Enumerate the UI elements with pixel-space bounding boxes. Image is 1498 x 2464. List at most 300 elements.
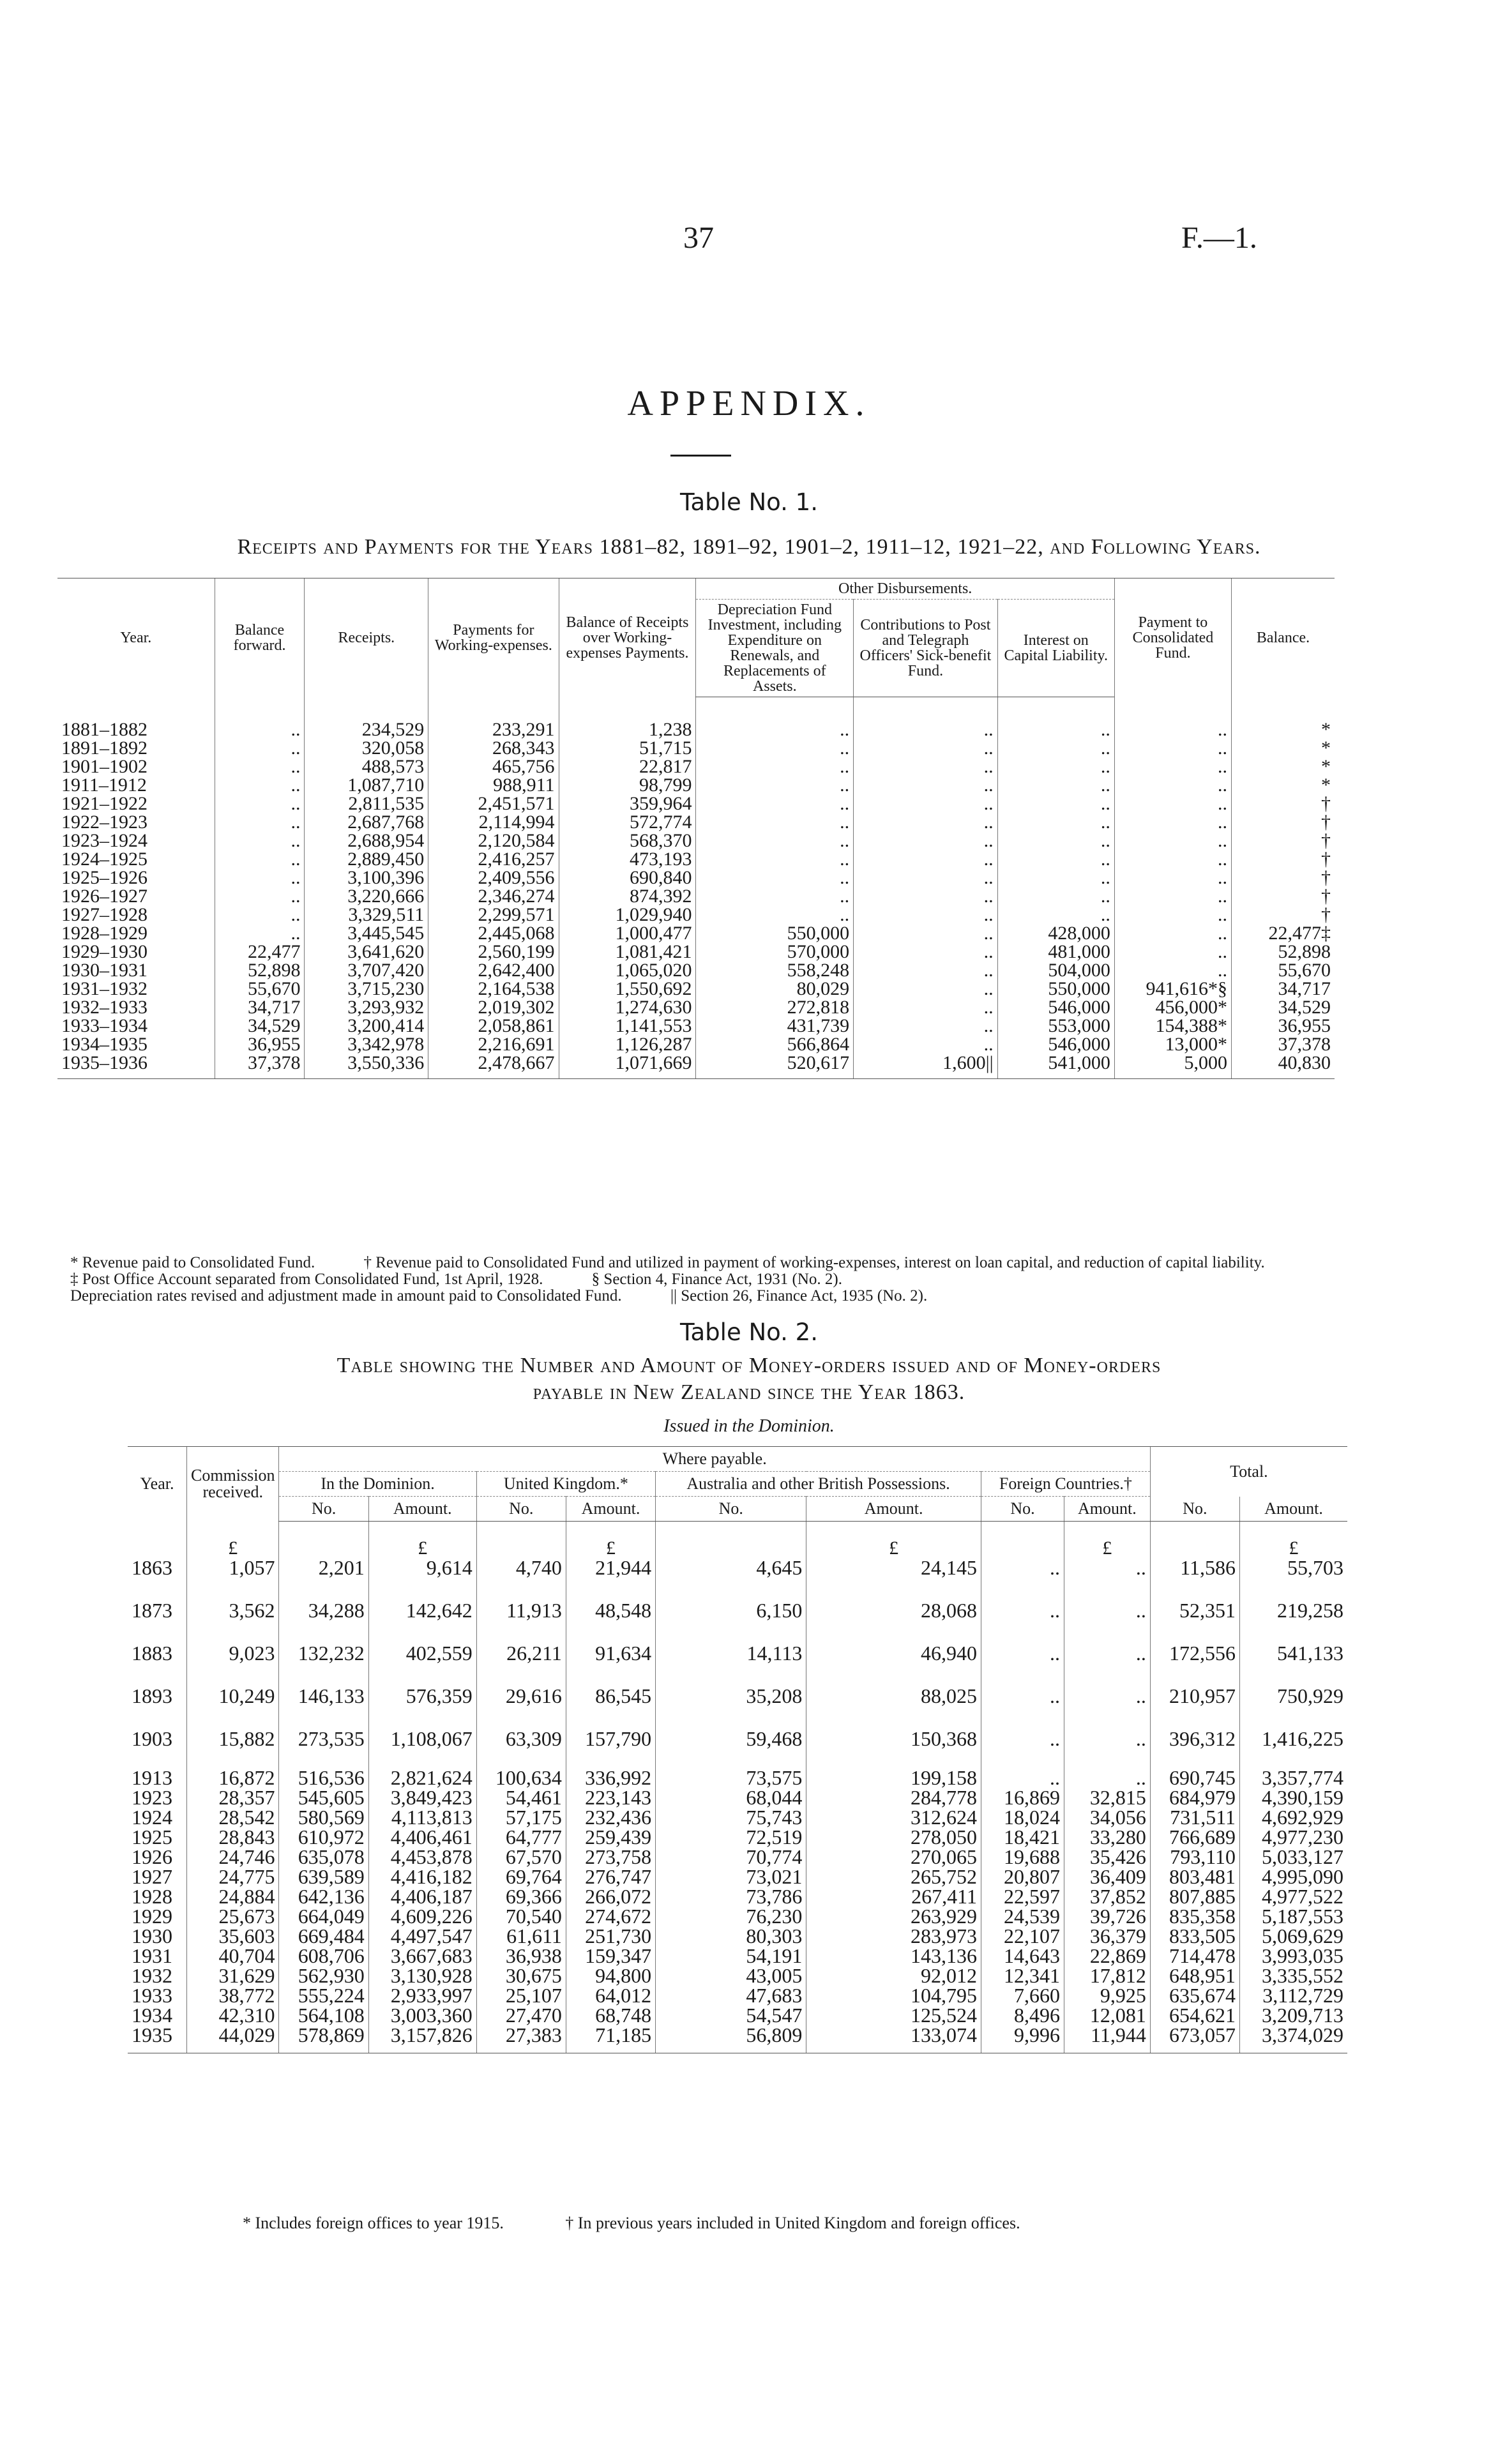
value-cell: 4,977,522: [1240, 1887, 1347, 1907]
value-cell: ..: [981, 1621, 1064, 1663]
empty-cell: [279, 1522, 368, 1559]
value-cell: 553,000: [997, 1017, 1114, 1035]
value-cell: ..: [215, 924, 305, 942]
value-cell: 1,029,940: [559, 905, 696, 924]
value-cell: ..: [997, 697, 1114, 739]
footnote-ddagger: ‡ Post Office Account separated from Consolidated Fund, 1st April, 1928.: [70, 1271, 543, 1288]
value-cell: 570,000: [696, 942, 854, 961]
value-cell: 576,359: [368, 1663, 476, 1706]
header-depreciation: Depreciation Fund Investment, including Expenditure on Renewals, and Replacements of Assets.: [696, 600, 854, 697]
value-cell: 34,056: [1064, 1808, 1150, 1827]
table-row: [57, 942, 1335, 961]
value-cell: ..: [696, 757, 854, 776]
table-row: [57, 831, 1335, 850]
year-cell: 1934–1935: [61, 1034, 148, 1055]
value-cell: ..: [854, 998, 998, 1017]
value-cell: 57,175: [476, 1808, 566, 1827]
year-cell: 1911–1912: [61, 775, 147, 796]
value-cell: 3,200,414: [305, 1017, 428, 1035]
value-cell: 550,000: [997, 979, 1114, 998]
value-cell: 546,000: [997, 998, 1114, 1017]
header-no: No.: [981, 1497, 1064, 1522]
value-cell: ..: [854, 1017, 998, 1035]
value-cell: 272,818: [696, 998, 854, 1017]
value-cell: 40,830: [1231, 1054, 1335, 1079]
value-cell: 22,597: [981, 1887, 1064, 1907]
value-cell: 7,660: [981, 1986, 1064, 2006]
value-cell: ..: [1114, 850, 1231, 868]
value-cell: 669,484: [279, 1926, 368, 1946]
table2-caption-line2: payable in New Zealand since the Year 1863.: [533, 1380, 965, 1404]
year-cell: 1922–1923: [61, 812, 148, 833]
year-cell: 1930: [132, 1924, 172, 1947]
value-cell: 3,293,932: [305, 998, 428, 1017]
value-cell: 263,929: [806, 1907, 981, 1926]
value-cell: 541,000: [997, 1054, 1114, 1079]
value-cell: 55,670: [215, 979, 305, 998]
table-row: [128, 1558, 1347, 1578]
value-cell: 22,869: [1064, 1946, 1150, 1966]
page-number: 37: [683, 221, 714, 255]
value-cell: 473,193: [559, 850, 696, 868]
table-row: [57, 813, 1335, 831]
year-cell: 1901–1902: [61, 756, 148, 777]
value-cell: 100,634: [476, 1749, 566, 1788]
value-cell: ..: [854, 868, 998, 887]
value-cell: 265,752: [806, 1867, 981, 1887]
year-cell: 1924–1925: [61, 849, 148, 870]
value-cell: 276,747: [566, 1867, 655, 1887]
value-cell: 642,136: [279, 1887, 368, 1907]
value-cell: 11,913: [476, 1578, 566, 1621]
value-cell: 664,049: [279, 1907, 368, 1926]
value-cell: ..: [696, 739, 854, 757]
value-cell: 690,745: [1150, 1749, 1239, 1788]
value-cell: ..: [215, 757, 305, 776]
value-cell: *: [1231, 776, 1335, 794]
value-cell: 35,208: [656, 1663, 806, 1706]
currency-symbol: £: [187, 1522, 279, 1559]
value-cell: ..: [997, 794, 1114, 813]
value-cell: 2,445,068: [428, 924, 559, 942]
value-cell: 24,539: [981, 1907, 1064, 1926]
table-row: [57, 979, 1335, 998]
year-cell: 1925: [132, 1825, 172, 1848]
value-cell: 27,470: [476, 2006, 566, 2025]
value-cell: 142,642: [368, 1578, 476, 1621]
value-cell: 28,068: [806, 1578, 981, 1621]
value-cell: 3,209,713: [1240, 2006, 1347, 2025]
value-cell: 2,688,954: [305, 831, 428, 850]
value-cell: ..: [215, 794, 305, 813]
value-cell: 234,529: [305, 697, 428, 739]
value-cell: 24,746: [187, 1847, 279, 1867]
money-orders-table: [128, 1446, 1347, 2053]
value-cell: 36,409: [1064, 1867, 1150, 1887]
value-cell: ..: [1064, 1621, 1150, 1663]
year-cell: 1891–1892: [61, 737, 148, 759]
value-cell: ..: [696, 905, 854, 924]
value-cell: ..: [696, 794, 854, 813]
year-cell: 1923: [132, 1786, 172, 1809]
value-cell: 266,072: [566, 1887, 655, 1907]
header-working-expenses: Payments for Working-expenses.: [428, 578, 559, 697]
table-row: [57, 998, 1335, 1017]
value-cell: 3,003,360: [368, 2006, 476, 2025]
value-cell: 2,019,302: [428, 998, 559, 1017]
footnote-section: § Section 4, Finance Act, 1931 (No. 2).: [591, 1271, 842, 1288]
header-amount: Amount.: [566, 1497, 655, 1522]
table-row: [57, 905, 1335, 924]
value-cell: †: [1231, 905, 1335, 924]
value-cell: 69,764: [476, 1867, 566, 1887]
value-cell: 54,547: [656, 2006, 806, 2025]
header-where-payable: Where payable.: [279, 1447, 1150, 1472]
value-cell: 9,614: [368, 1558, 476, 1578]
value-cell: 37,378: [215, 1054, 305, 1079]
value-cell: 34,529: [215, 1017, 305, 1035]
year-cell: 1932–1933: [61, 997, 148, 1018]
value-cell: ..: [981, 1663, 1064, 1706]
empty-cell: [1150, 1522, 1239, 1559]
value-cell: †: [1231, 794, 1335, 813]
header-commission: Commission received.: [187, 1447, 279, 1522]
value-cell: 25,673: [187, 1907, 279, 1926]
value-cell: 2,478,667: [428, 1054, 559, 1079]
year-cell: 1913: [132, 1766, 172, 1789]
value-cell: 22,817: [559, 757, 696, 776]
value-cell: 2,821,624: [368, 1749, 476, 1788]
value-cell: 25,107: [476, 1986, 566, 2006]
value-cell: 3,130,928: [368, 1966, 476, 1986]
value-cell: 18,421: [981, 1827, 1064, 1847]
value-cell: ..: [696, 868, 854, 887]
value-cell: 608,706: [279, 1946, 368, 1966]
table-row: [128, 1749, 1347, 1788]
value-cell: 14,643: [981, 1946, 1064, 1966]
value-cell: 9,023: [187, 1621, 279, 1663]
year-cell: 1925–1926: [61, 867, 148, 888]
value-cell: ..: [1114, 924, 1231, 942]
year-cell: 1928–1929: [61, 923, 148, 944]
value-cell: 154,388*: [1114, 1017, 1231, 1035]
header-no: No.: [1150, 1497, 1239, 1522]
value-cell: 1,081,421: [559, 942, 696, 961]
value-cell: 150,368: [806, 1706, 981, 1749]
value-cell: 684,979: [1150, 1788, 1239, 1808]
value-cell: 133,074: [806, 2025, 981, 2053]
value-cell: 69,366: [476, 1887, 566, 1907]
value-cell: 4,406,187: [368, 1887, 476, 1907]
value-cell: 28,843: [187, 1827, 279, 1847]
value-cell: ..: [854, 887, 998, 905]
value-cell: 648,951: [1150, 1966, 1239, 1986]
value-cell: 233,291: [428, 697, 559, 739]
value-cell: 35,603: [187, 1926, 279, 1946]
value-cell: 283,973: [806, 1926, 981, 1946]
value-cell: 9,925: [1064, 1986, 1150, 2006]
header-amount: Amount.: [1240, 1497, 1347, 1522]
value-cell: ..: [1114, 961, 1231, 979]
year-cell: 1933: [132, 1984, 172, 2007]
value-cell: 10,249: [187, 1663, 279, 1706]
table-row: [57, 776, 1335, 794]
value-cell: ..: [997, 813, 1114, 831]
header-no: No.: [656, 1497, 806, 1522]
value-cell: ..: [696, 776, 854, 794]
value-cell: ..: [696, 887, 854, 905]
value-cell: ..: [854, 813, 998, 831]
value-cell: 172,556: [1150, 1621, 1239, 1663]
currency-symbol: £: [566, 1522, 655, 1559]
value-cell: ..: [1114, 697, 1231, 739]
value-cell: 2,642,400: [428, 961, 559, 979]
value-cell: 4,497,547: [368, 1926, 476, 1946]
value-cell: 75,743: [656, 1808, 806, 1827]
year-cell: 1873: [132, 1599, 172, 1622]
table2-footnotes: [243, 2214, 1078, 2233]
value-cell: 29,616: [476, 1663, 566, 1706]
footnote-dagger: † Revenue paid to Consolidated Fund and utilized in payment of working-expenses, interest on loan capital, and reduction of capital liability.: [363, 1254, 1265, 1271]
value-cell: 456,000*: [1114, 998, 1231, 1017]
value-cell: ..: [1114, 868, 1231, 887]
value-cell: 3,220,666: [305, 887, 428, 905]
table-row: [57, 757, 1335, 776]
year-cell: 1923–1924: [61, 830, 148, 851]
value-cell: 714,478: [1150, 1946, 1239, 1966]
value-cell: 635,078: [279, 1847, 368, 1867]
value-cell: 28,542: [187, 1808, 279, 1827]
header-australia: Australia and other British Possessions.: [656, 1472, 981, 1497]
value-cell: ..: [854, 739, 998, 757]
value-cell: ..: [1114, 831, 1231, 850]
value-cell: 70,540: [476, 1907, 566, 1926]
value-cell: 1,126,287: [559, 1035, 696, 1054]
value-cell: 312,624: [806, 1808, 981, 1827]
value-cell: 1,550,692: [559, 979, 696, 998]
table1-footnotes: [70, 1255, 1347, 1304]
value-cell: 125,524: [806, 2006, 981, 2025]
value-cell: 38,772: [187, 1986, 279, 2006]
value-cell: ..: [1064, 1663, 1150, 1706]
value-cell: 2,164,538: [428, 979, 559, 998]
value-cell: 54,461: [476, 1788, 566, 1808]
value-cell: 564,108: [279, 2006, 368, 2025]
value-cell: 2,201: [279, 1558, 368, 1578]
value-cell: ..: [854, 979, 998, 998]
empty-cell: [656, 1522, 806, 1559]
value-cell: 2,114,994: [428, 813, 559, 831]
value-cell: ..: [1114, 794, 1231, 813]
value-cell: 555,224: [279, 1986, 368, 2006]
value-cell: 2,299,571: [428, 905, 559, 924]
value-cell: †: [1231, 887, 1335, 905]
value-cell: ..: [215, 776, 305, 794]
value-cell: 941,616*§: [1114, 979, 1231, 998]
value-cell: 284,778: [806, 1788, 981, 1808]
value-cell: ..: [997, 850, 1114, 868]
value-cell: 159,347: [566, 1946, 655, 1966]
value-cell: 61,611: [476, 1926, 566, 1946]
value-cell: 24,775: [187, 1867, 279, 1887]
year-cell: 1921–1922: [61, 793, 148, 814]
value-cell: 68,044: [656, 1788, 806, 1808]
value-cell: 22,477‡: [1231, 924, 1335, 942]
value-cell: 610,972: [279, 1827, 368, 1847]
value-cell: ..: [215, 850, 305, 868]
value-cell: 51,715: [559, 739, 696, 757]
value-cell: 86,545: [566, 1663, 655, 1706]
table-row: [128, 1663, 1347, 1706]
value-cell: ..: [696, 831, 854, 850]
value-cell: ..: [1114, 813, 1231, 831]
year-cell: 1926: [132, 1845, 172, 1868]
value-cell: 47,683: [656, 1986, 806, 2006]
value-cell: 267,411: [806, 1887, 981, 1907]
value-cell: 4,406,461: [368, 1827, 476, 1847]
value-cell: ..: [1064, 1706, 1150, 1749]
value-cell: 639,589: [279, 1867, 368, 1887]
value-cell: 11,586: [1150, 1558, 1239, 1578]
value-cell: 274,672: [566, 1907, 655, 1926]
table-row: [57, 1035, 1335, 1054]
value-cell: 15,882: [187, 1706, 279, 1749]
value-cell: 14,113: [656, 1621, 806, 1663]
value-cell: 568,370: [559, 831, 696, 850]
table-row: [128, 1867, 1347, 1887]
value-cell: 24,884: [187, 1887, 279, 1907]
value-cell: 12,081: [1064, 2006, 1150, 2025]
value-cell: 4,977,230: [1240, 1827, 1347, 1847]
currency-row: [128, 1522, 1347, 1559]
currency-symbol: £: [368, 1522, 476, 1559]
value-cell: 731,511: [1150, 1808, 1239, 1827]
value-cell: 35,426: [1064, 1847, 1150, 1867]
value-cell: 273,535: [279, 1706, 368, 1749]
value-cell: 12,341: [981, 1966, 1064, 1986]
value-cell: ..: [981, 1706, 1064, 1749]
appendix-title: APPENDIX.: [627, 384, 871, 423]
value-cell: 68,748: [566, 2006, 655, 2025]
value-cell: 71,185: [566, 2025, 655, 2053]
value-cell: 1,238: [559, 697, 696, 739]
value-cell: 545,605: [279, 1788, 368, 1808]
value-cell: 3,335,552: [1240, 1966, 1347, 1986]
value-cell: 6,150: [656, 1578, 806, 1621]
header-balance-receipts: Balance of Receipts over Working-expenses Payments.: [559, 578, 696, 697]
table2-subtitle: Issued in the Dominion.: [663, 1416, 835, 1436]
year-cell: 1931–1932: [61, 978, 148, 999]
value-cell: 3,329,511: [305, 905, 428, 924]
value-cell: 1,274,630: [559, 998, 696, 1017]
header-amount: Amount.: [806, 1497, 981, 1522]
value-cell: 2,346,274: [428, 887, 559, 905]
value-cell: 654,621: [1150, 2006, 1239, 2025]
year-cell: 1932: [132, 1964, 172, 1987]
value-cell: 5,000: [1114, 1054, 1231, 1079]
value-cell: 803,481: [1150, 1867, 1239, 1887]
empty-cell: [476, 1522, 566, 1559]
value-cell: 34,529: [1231, 998, 1335, 1017]
value-cell: 80,029: [696, 979, 854, 998]
value-cell: 4,740: [476, 1558, 566, 1578]
value-cell: 52,898: [1231, 942, 1335, 961]
value-cell: ..: [981, 1558, 1064, 1578]
value-cell: 273,758: [566, 1847, 655, 1867]
value-cell: 28,357: [187, 1788, 279, 1808]
value-cell: 44,029: [187, 2025, 279, 2053]
value-cell: ..: [854, 794, 998, 813]
value-cell: †: [1231, 831, 1335, 850]
value-cell: ..: [1114, 757, 1231, 776]
table-row: [128, 1788, 1347, 1808]
value-cell: ..: [1114, 942, 1231, 961]
value-cell: ..: [1064, 1578, 1150, 1621]
value-cell: 807,885: [1150, 1887, 1239, 1907]
value-cell: 19,688: [981, 1847, 1064, 1867]
value-cell: ..: [696, 850, 854, 868]
value-cell: 73,021: [656, 1867, 806, 1887]
value-cell: 2,687,768: [305, 813, 428, 831]
header-contributions: Contributions to Post and Telegraph Officers' Sick-benefit Fund.: [854, 600, 998, 697]
value-cell: 8,496: [981, 2006, 1064, 2025]
footnote-star: * Revenue paid to Consolidated Fund.: [70, 1254, 315, 1271]
value-cell: 34,288: [279, 1578, 368, 1621]
value-cell: 259,439: [566, 1827, 655, 1847]
value-cell: 210,957: [1150, 1663, 1239, 1706]
value-cell: 30,675: [476, 1966, 566, 1986]
value-cell: 516,536: [279, 1749, 368, 1788]
table-row: [128, 1887, 1347, 1907]
value-cell: ..: [997, 905, 1114, 924]
value-cell: 92,012: [806, 1966, 981, 1986]
header-balance-forward: Balance forward.: [215, 578, 305, 697]
year-cell: 1927–1928: [61, 904, 148, 925]
table1-title: Table No. 1.: [680, 488, 818, 516]
value-cell: 1,065,020: [559, 961, 696, 979]
value-cell: 1,057: [187, 1558, 279, 1578]
table-row: [128, 1706, 1347, 1749]
footnote-star: * Includes foreign offices to year 1915.: [243, 2214, 504, 2232]
value-cell: 34,717: [1231, 979, 1335, 998]
footnote-depreciation: Depreciation rates revised and adjustment made in amount paid to Consolidated Fund.: [70, 1287, 622, 1304]
value-cell: 766,689: [1150, 1827, 1239, 1847]
value-cell: 2,560,199: [428, 942, 559, 961]
table-row: [57, 794, 1335, 813]
value-cell: 2,058,861: [428, 1017, 559, 1035]
value-cell: 94,800: [566, 1966, 655, 1986]
value-cell: 4,390,159: [1240, 1788, 1347, 1808]
year-cell: 1931: [132, 1944, 172, 1967]
value-cell: 72,519: [656, 1827, 806, 1847]
value-cell: 16,872: [187, 1749, 279, 1788]
value-cell: ..: [981, 1578, 1064, 1621]
value-cell: 481,000: [997, 942, 1114, 961]
value-cell: 3,715,230: [305, 979, 428, 998]
header-interest: Interest on Capital Liability.: [997, 600, 1114, 697]
value-cell: ..: [1114, 887, 1231, 905]
value-cell: 132,232: [279, 1621, 368, 1663]
value-cell: ..: [215, 905, 305, 924]
header-total: Total.: [1150, 1447, 1347, 1497]
value-cell: 21,944: [566, 1558, 655, 1578]
value-cell: ..: [854, 942, 998, 961]
value-cell: 33,280: [1064, 1827, 1150, 1847]
value-cell: 36,955: [1231, 1017, 1335, 1035]
year-cell: 1903: [132, 1727, 172, 1750]
value-cell: 2,120,584: [428, 831, 559, 850]
header-receipts: Receipts.: [305, 578, 428, 697]
